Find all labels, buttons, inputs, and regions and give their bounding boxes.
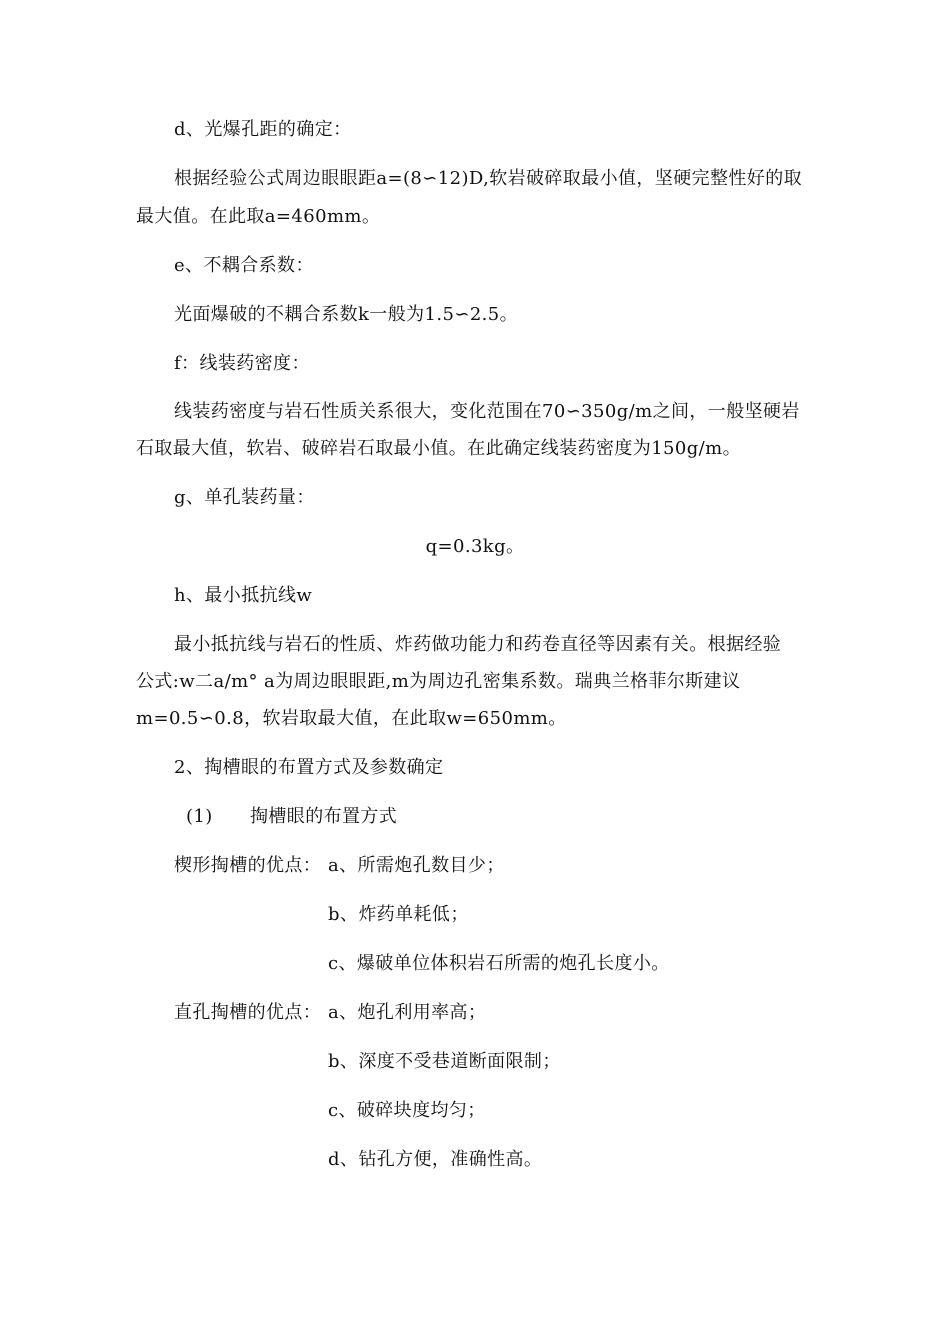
wedge-cut-advantage-a: a、所需炮孔数目少； [328,855,505,876]
wedge-cut-advantage-c: c、爆破单位体积岩石所需的炮孔长度小。 [328,953,670,974]
wedge-cut-advantage-b: b、炸药单耗低； [328,904,469,925]
straight-cut-advantage-a: a、炮孔利用率高； [328,1002,487,1023]
straight-cut-advantage-d: d、钻孔方便，准确性高。 [328,1149,543,1170]
heading-minimum-burden: h、最小抵抗线w [174,585,313,606]
heading-linear-charge-density: f：线装药密度： [174,353,310,374]
paragraph-linear-charge-density-line-2: 石取最大值，软岩、破碎岩石取最小值。在此确定线装药密度为150g/m。 [136,438,742,459]
paragraph-hole-spacing-line-2: 最大值。在此取a=460mm。 [136,206,381,227]
wedge-cut-label: 楔形掏槽的优点： [174,855,322,876]
formula-single-hole-charge: q=0.3kg。 [425,536,525,557]
subsection-number: (1) [186,806,213,827]
heading-single-hole-charge: g、单孔装药量： [174,487,315,508]
paragraph-minimum-burden-line-3: m=0.5∽0.8，软岩取最大值，在此取w=650mm。 [136,708,567,729]
paragraph-hole-spacing-line-1: 根据经验公式周边眼眼距a=(8∽12)D,软岩破碎取最小值，坚硬完整性好的取 [174,168,803,189]
heading-decoupling-coefficient: e、不耦合系数： [174,255,314,276]
paragraph-minimum-burden-line-1: 最小抵抗线与岩石的性质、炸药做功能力和药卷直径等因素有关。根据经验 [174,634,782,655]
paragraph-decoupling-coefficient: 光面爆破的不耦合系数k一般为1.5∽2.5。 [174,304,519,325]
straight-cut-label: 直孔掏槽的优点： [174,1002,322,1023]
paragraph-minimum-burden-line-2: 公式:w二a/m° a为周边眼眼距,m为周边孔密集系数。瑞典兰格菲尔斯建议 [136,671,741,692]
subsection-title: 掏槽眼的布置方式 [250,806,398,827]
heading-hole-spacing: d、光爆孔距的确定： [174,119,352,140]
paragraph-linear-charge-density-line-1: 线装药密度与岩石性质关系很大，变化范围在70∽350g/m之间，一般坚硬岩 [174,401,800,422]
straight-cut-advantage-c: c、破碎块度均匀； [328,1100,486,1121]
straight-cut-advantage-b: b、深度不受巷道断面限制； [328,1051,561,1072]
section-heading-cut-holes: 2、掏槽眼的布置方式及参数确定 [174,757,444,778]
